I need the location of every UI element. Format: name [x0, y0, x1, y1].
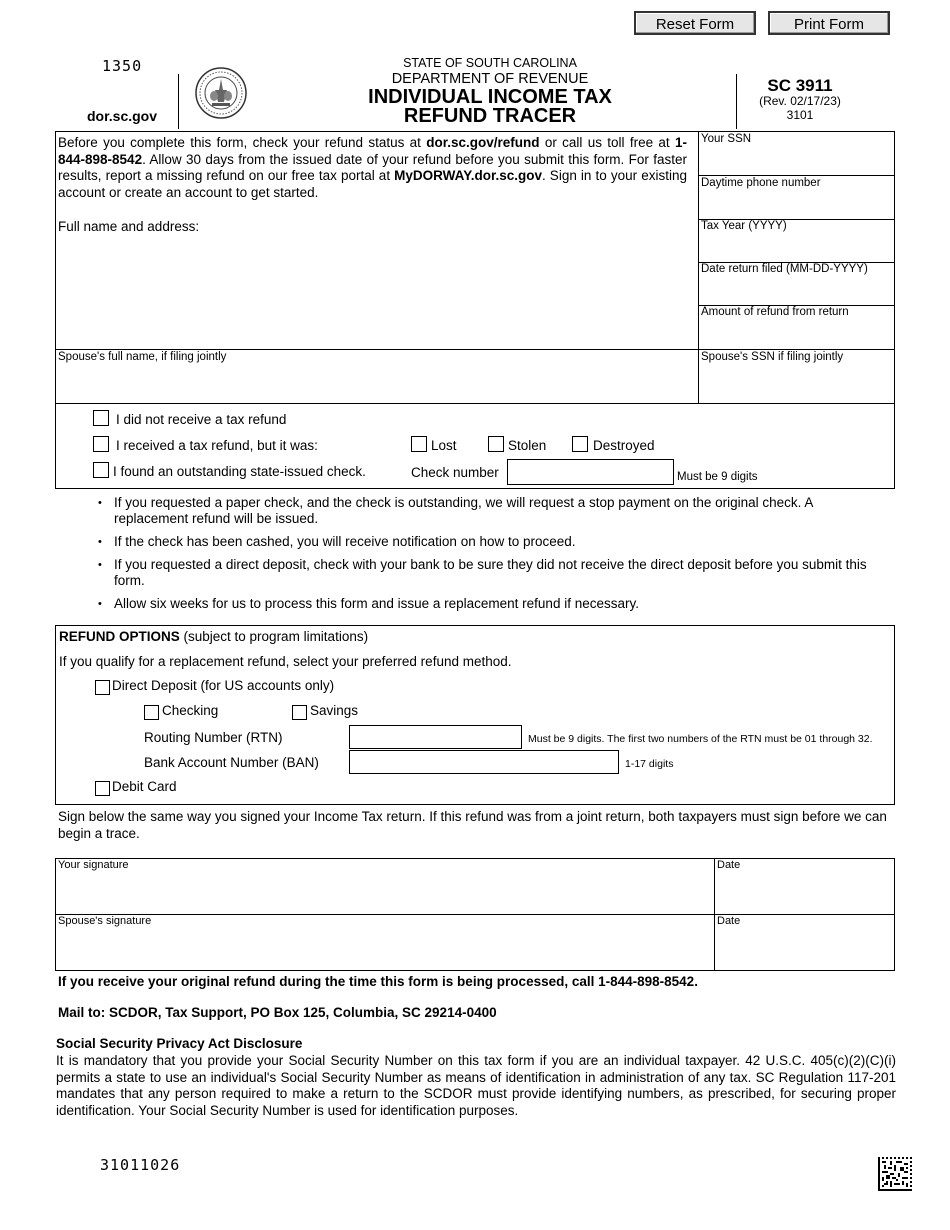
tax-year-label: Tax Year (YYYY) — [701, 220, 787, 232]
instruction-item: • Allow six weeks for us to process this form and issue a replacement refund if necessary. — [98, 596, 878, 612]
account-number-input[interactable] — [349, 750, 619, 774]
state-name: STATE OF SOUTH CAROLINA — [403, 56, 577, 70]
date-filed-label: Date return filed (MM-DD-YYYY) — [701, 263, 868, 275]
date-label-2: Date — [717, 915, 741, 927]
spouse-signature-label: Spouse's signature — [58, 915, 152, 927]
not-received-label: I did not receive a tax refund — [116, 412, 287, 427]
destroyed-checkbox[interactable] — [572, 436, 588, 452]
savings-checkbox[interactable] — [292, 705, 307, 720]
form-code-bottom: 31011026 — [100, 1156, 181, 1174]
lost-label: Lost — [431, 438, 457, 453]
state-seal-icon — [194, 66, 248, 120]
spouse-signature-field[interactable] — [56, 929, 712, 969]
refund-amount-field[interactable] — [699, 321, 894, 348]
routing-number-hint: Must be 9 digits. The first two numbers of the RTN must be 01 through 32. — [528, 733, 873, 745]
form-code-top: 1350 — [102, 57, 143, 75]
spouse-ssn-field[interactable] — [699, 366, 894, 402]
found-check-label: I found an outstanding state-issued check. — [113, 464, 366, 479]
refund-options-intro: If you qualify for a replacement refund, select your preferred refund method. — [59, 654, 512, 669]
direct-deposit-label: Direct Deposit (for US accounts only) — [112, 678, 335, 693]
spouse-name-label: Spouse's full name, if filing jointly — [58, 351, 227, 363]
checking-label: Checking — [162, 703, 219, 718]
not-received-checkbox[interactable] — [93, 410, 109, 426]
barcode-icon — [878, 1157, 912, 1191]
your-signature-label: Your signature — [58, 859, 129, 871]
date-label-1: Date — [717, 859, 741, 871]
destroyed-label: Destroyed — [593, 438, 655, 453]
spouse-name-field[interactable] — [56, 366, 696, 402]
privacy-text: It is mandatory that you provide your Social Security Number on this tax form if you are an individual taxpayer. 42 U.S.C. 405(c)(2)(C)(i) permits a state to use an individual's Social Security Number as means of identification in administration of any tax. SC Regulation 117-201 mandates that any person required to make a return to the SCDOR must provide identifying numbers, as prescribed, for securing proper identification. Your Social Security Number is used for identification purposes. — [56, 1053, 896, 1118]
check-number-hint: Must be 9 digits — [677, 471, 758, 483]
form-id: 3101 — [786, 108, 814, 122]
found-check-checkbox[interactable] — [93, 462, 109, 478]
department-name: DEPARTMENT OF REVENUE — [391, 71, 589, 87]
stolen-label: Stolen — [508, 438, 547, 453]
debit-card-checkbox[interactable] — [95, 781, 110, 796]
ssn-label: Your SSN — [701, 133, 752, 145]
receive-refund-note: If you receive your original refund during the time this form is being processed, call 1-844-898-8542. — [58, 974, 698, 989]
print-form-button[interactable]: Print Form — [768, 11, 890, 35]
spouse-ssn-label: Spouse's SSN if filing jointly — [701, 351, 844, 363]
ssn-field[interactable] — [699, 148, 894, 174]
check-number-label: Check number — [411, 465, 499, 480]
instructions-list — [98, 495, 878, 619]
form-title-line2: REFUND TRACER — [403, 105, 577, 127]
your-signature-field[interactable] — [56, 873, 712, 913]
routing-number-label: Routing Number (RTN) — [144, 730, 283, 745]
check-number-input[interactable] — [507, 459, 674, 485]
phone-field[interactable] — [699, 192, 894, 218]
received-but-label: I received a tax refund, but it was: — [116, 438, 318, 453]
stolen-checkbox[interactable] — [488, 436, 504, 452]
refund-options-heading: REFUND OPTIONS (subject to program limitations) — [59, 629, 369, 644]
instruction-item: • If you requested a paper check, and the check is outstanding, we will request a stop payment on the original check. A replacement refund will be issued. — [98, 495, 878, 527]
routing-number-input[interactable] — [349, 725, 522, 749]
privacy-heading: Social Security Privacy Act Disclosure — [56, 1036, 303, 1051]
savings-label: Savings — [310, 703, 359, 718]
received-but-checkbox[interactable] — [93, 436, 109, 452]
revision-date: (Rev. 02/17/23) — [759, 94, 841, 108]
date-field-1[interactable] — [716, 873, 893, 913]
account-number-label: Bank Account Number (BAN) — [144, 755, 319, 770]
sign-instructions: Sign below the same way you signed your Income Tax return. If this refund was from a joint return, both taxpayers must sign before we can begin a trace. — [58, 809, 887, 841]
reset-form-button[interactable]: Reset Form — [634, 11, 756, 35]
checking-checkbox[interactable] — [144, 705, 159, 720]
form-number: SC 3911 — [767, 76, 833, 95]
mailing-address: Mail to: SCDOR, Tax Support, PO Box 125, Columbia, SC 29214-0400 — [58, 1005, 497, 1020]
form-title-line1: INDIVIDUAL INCOME TAX — [368, 86, 612, 108]
debit-card-label: Debit Card — [112, 779, 177, 794]
phone-label: Daytime phone number — [701, 177, 821, 189]
full-name-address-field[interactable] — [56, 236, 696, 346]
instruction-item: • If you requested a direct deposit, check with your bank to be sure they did not receive the direct deposit before you submit this form. — [98, 557, 878, 589]
tax-year-field[interactable] — [699, 235, 894, 261]
full-name-address-label: Full name and address: — [58, 219, 200, 234]
date-filed-field[interactable] — [699, 278, 894, 304]
lost-checkbox[interactable] — [411, 436, 427, 452]
instruction-item: • If the check has been cashed, you will receive notification on how to proceed. — [98, 534, 878, 550]
date-field-2[interactable] — [716, 929, 893, 969]
refund-amount-label: Amount of refund from return — [701, 306, 849, 318]
website: dor.sc.gov — [87, 108, 158, 124]
intro-paragraph: Before you complete this form, check your refund status at dor.sc.gov/refund or call us toll free at 1-844-898-8542. Allow 30 days from the issued date of your refund before you submit this form. For faster results, report a missing refund on our free tax portal at MyDORWAY.dor.sc.gov. Sign in to your existing account or create an account to get started. — [58, 135, 687, 200]
account-number-hint: 1-17 digits — [625, 758, 674, 770]
direct-deposit-checkbox[interactable] — [95, 680, 110, 695]
